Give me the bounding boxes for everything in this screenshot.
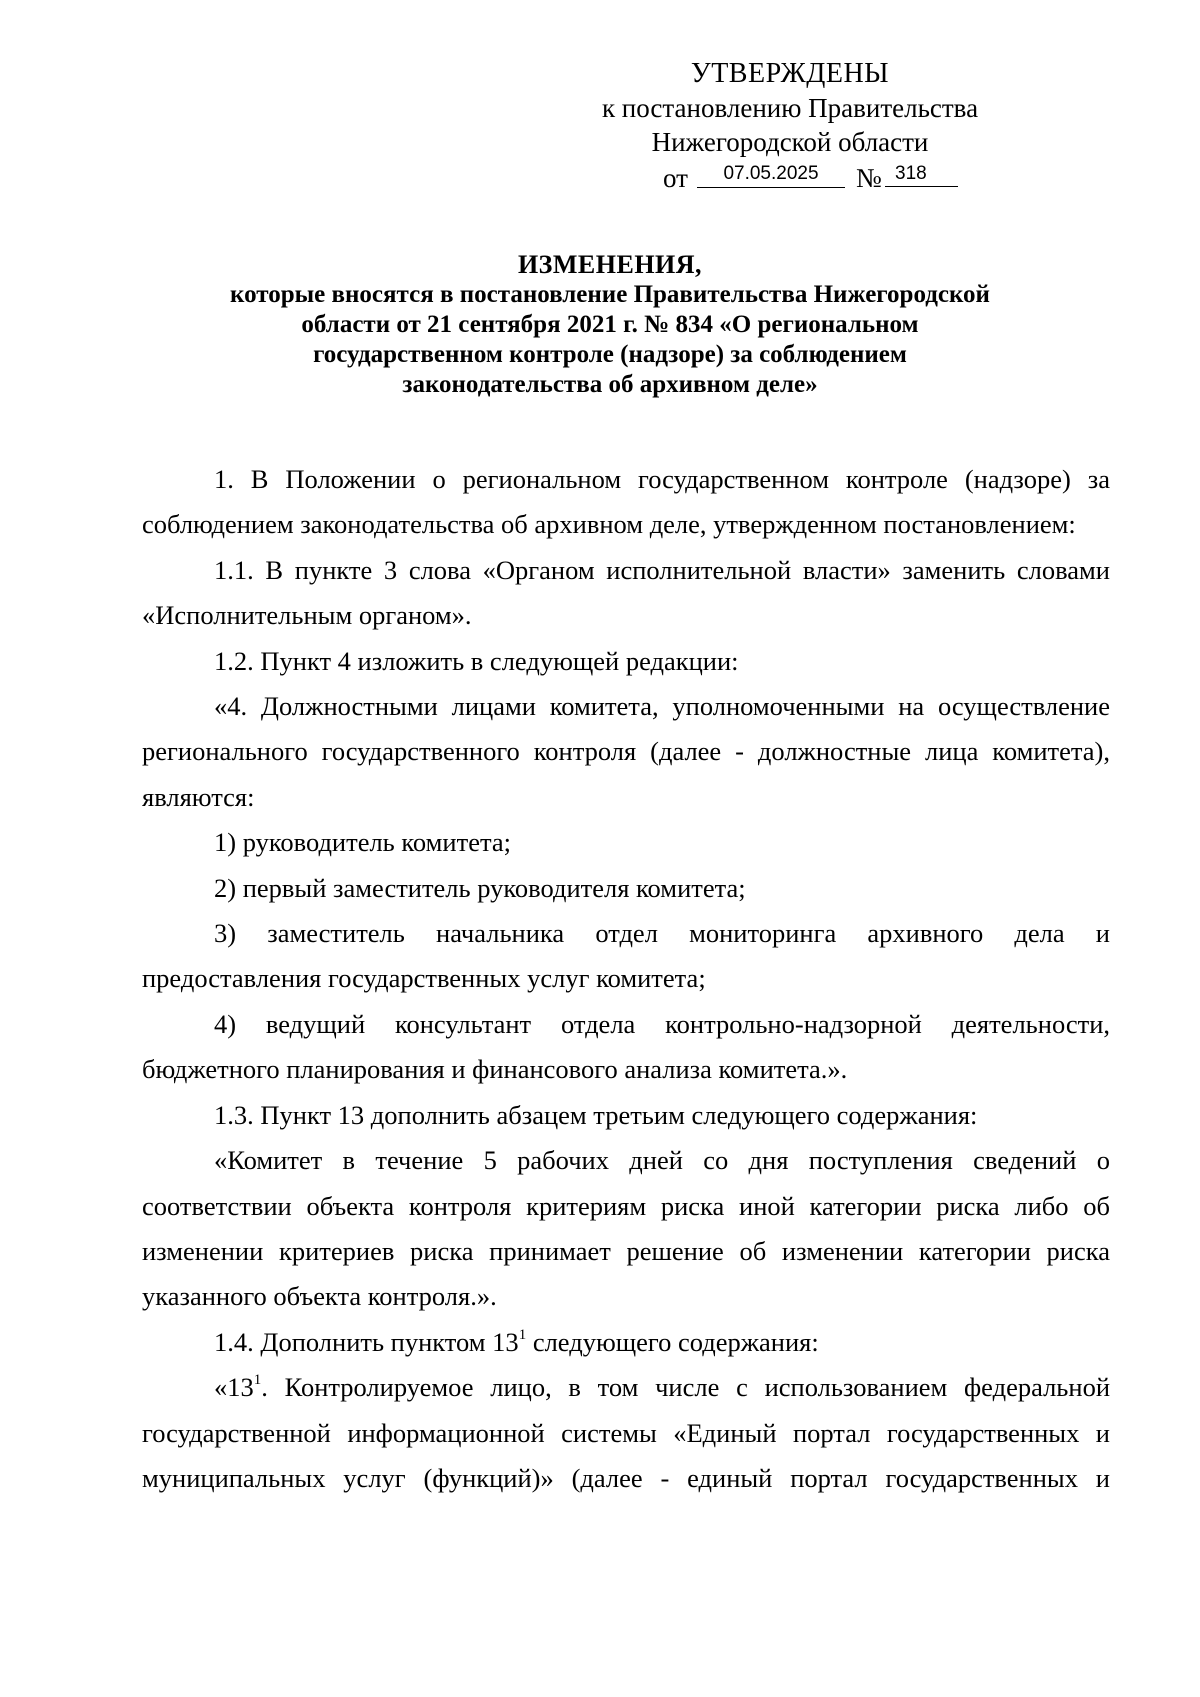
paragraph-committee: «Комитет в течение 5 рабочих дней со дня поступления сведений о соответствии объекта контроля критериям риска иной категории риска либо об изменении критериев риска принимает решение об изменении категории риска указанного объекта контроля.». xyxy=(142,1145,1110,1312)
title-line-2: области от 21 сентября 2021 г. № 834 «О региональном xyxy=(301,311,919,338)
approval-heading: УТВЕРЖДЕНЫ xyxy=(690,58,890,89)
date-label: от xyxy=(663,163,688,193)
list-item-4: 4) ведущий консультант отдела контрольно-надзорной деятельности, бюджетного планирования и финансового анализа комитета.». xyxy=(142,1008,1110,1085)
paragraph-1-3: 1.3. Пункт 13 дополнить абзацем третьим следующего содержания: xyxy=(214,1099,978,1130)
title-line-4: законодательства об архивном деле» xyxy=(402,371,818,398)
paragraph-item-4: «4. Должностными лицами комитета, уполномоченными на осуществление регионального государственного контроля (далее - должностные лица комитета), являются: xyxy=(142,691,1110,812)
paragraph-1-4-text-a: 1.4. Дополнить пунктом 13 xyxy=(214,1326,519,1357)
paragraph-1-2: 1.2. Пункт 4 изложить в следующей редакции: xyxy=(214,645,739,676)
approval-line-1: к постановлению Правительства xyxy=(601,93,979,123)
title-line-3: государственном контроле (надзоре) за соблюдением xyxy=(313,341,907,368)
list-item-3: 3) заместитель начальника отдел мониторинга архивного дела и предоставления государственных услуг комитета; xyxy=(142,918,1110,994)
approval-date: 07.05.2025 xyxy=(697,157,845,188)
paragraph-13-1-text-b: . Контролируемое лицо, в том числе с использованием федеральной государственной информационной системы «Единый портал государственных и муниципальных услуг (функций)» (далее - единый портал государственных и xyxy=(142,1372,1110,1493)
approval-block xyxy=(560,57,1020,195)
superscript: 1 xyxy=(253,1372,262,1389)
paragraph-13-1-text-a: «13 xyxy=(214,1372,254,1403)
document-title xyxy=(140,250,1080,400)
approval-date-line xyxy=(560,159,1020,195)
paragraph-item-13-1 xyxy=(142,1365,1110,1501)
title-heading: ИЗМЕНЕНИЯ, xyxy=(517,250,703,279)
paragraph-1-4-text-b: следующего содержания: xyxy=(526,1326,819,1357)
document-body xyxy=(142,457,1110,1501)
number-label: № xyxy=(856,163,882,193)
superscript: 1 xyxy=(518,1326,527,1343)
paragraph-1-1: 1.1. В пункте 3 слова «Органом исполнительной власти» заменить словами «Исполнительным органом». xyxy=(142,554,1110,631)
title-line-1: которые вносятся в постановление Правительства Нижегородской xyxy=(230,281,990,308)
list-item-1: 1) руководитель комитета; xyxy=(214,827,511,858)
paragraph-1: 1. В Положении о региональном государственном контроле (надзоре) за соблюдением законодательства об архивном деле, утвержденном постановлением: xyxy=(142,464,1110,540)
list-item-2: 2) первый заместитель руководителя комитета; xyxy=(214,872,746,903)
approval-number: 318 xyxy=(885,157,958,187)
approval-line-2: Нижегородской области xyxy=(651,127,929,157)
paragraph-1-4 xyxy=(142,1320,1110,1365)
